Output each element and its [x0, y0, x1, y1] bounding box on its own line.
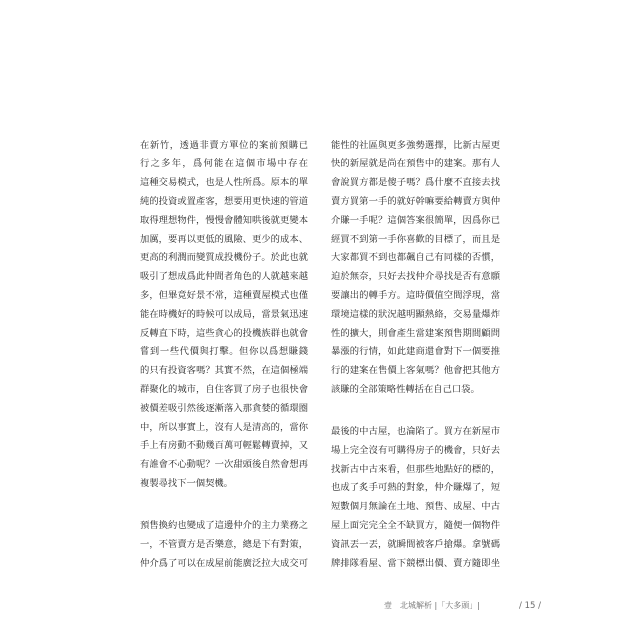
paragraph: [140, 517, 308, 573]
text-line: 場上完全沒有可購得房子的機會，只好去: [331, 444, 500, 456]
text-line: 嘗到一些代價與打擊。但你以爲想賺錢: [140, 346, 308, 358]
right-text-column: [331, 137, 500, 574]
text-line: 經買不到第一手你喜歡的目標了，而且是: [331, 233, 500, 245]
text-line: 反轉直下時，這些貪心的投機族群也就會: [140, 327, 308, 339]
text-line: 群聚化的城市，自住客買了房子也很快會: [140, 383, 308, 395]
text-line: 行的建案在售價上客氣嗎？他會把其他方: [331, 365, 500, 377]
text-line: 在新竹，透過非賣方單位的案前預購已: [140, 139, 308, 151]
paragraph: [331, 137, 500, 400]
text-line: 手上有房動不動幾百萬可輕鬆轉賣掉，又: [140, 440, 308, 452]
text-line: 最後的中古屋，也淪陷了。買方在新屋市: [331, 425, 500, 437]
text-line: 多，但畢竟好景不常，這種賣屋模式也僅: [140, 289, 308, 301]
text-line: 預售換約也變成了這邊仲介的主力業務之: [140, 519, 308, 531]
text-line: 行之多年，爲何能在這個市場中存在: [140, 158, 308, 170]
paragraph: [140, 137, 308, 494]
text-line: 找新古中古來看，但那些地點好的標的，: [331, 463, 500, 475]
text-line: 仲介爲了可以在成屋前能廣泛拉大成交可: [140, 557, 308, 569]
page-number: / 15 /: [519, 601, 541, 611]
text-line: 介賺一手呢？這個答案很簡單，因爲你已: [331, 214, 500, 226]
text-line: 快的新屋就是尚在預售中的建案。那有人: [331, 158, 500, 170]
text-line: 要讓出的轉手方。這時價值空間浮現，當: [331, 289, 500, 301]
text-line: 環境這樣的狀況越明顯熱絡，交易量爆炸: [331, 308, 500, 320]
text-line: 屋上面完完全全不缺買方，隨便一個物件: [331, 519, 500, 531]
text-line: 牌排隊看屋、當下競標出價、賣方隨即坐: [331, 557, 500, 569]
text-line: 中，所以事實上，沒有人是清高的，當你: [140, 421, 308, 433]
text-line: 能性的社區與更多強勢選擇，比新古屋更: [331, 139, 500, 151]
text-line: 純的投資或置產客，想要用更快速的管道: [140, 195, 308, 207]
text-line: 吸引了想成爲此仲間者角色的人就越來越: [140, 271, 308, 283]
text-line: 迫於無奈，只好去找仲介尋找是否有意願: [331, 271, 500, 283]
text-line: 能在時機好的時候可以成局，當景氣迅速: [140, 308, 308, 320]
text-line: 這種交易模式，也是人性所爲。原本的單: [140, 177, 308, 189]
text-line: 複製尋找下一個契機。: [140, 477, 233, 489]
text-line: 暴漲的行情，如此建商還會對下一個要推: [331, 346, 500, 358]
text-line: 性的擴大，則會產生當建案預售期間顧問: [331, 327, 500, 339]
text-line: 取得理想物件，慢慢會體知哄後就更變本: [140, 214, 308, 226]
text-line: 一，不管賣方是否樂意，總是下有對策，: [140, 538, 308, 550]
text-line: 大家都買不到也都飆自己有同樣的否慣，: [331, 252, 500, 264]
text-line: 資訊丟一丟，就瞬間被客戶搶爆。拿號碼: [331, 538, 500, 550]
text-line: 也成了炙手可熱的對象，仲介賺爆了，短: [331, 482, 500, 494]
text-line: 的只有投資客嗎？其實不然，在這個極端: [140, 365, 308, 377]
text-line: 會說買方都是傻子嗎？爲什麼不直接去找: [331, 177, 500, 189]
text-line: 更高的利潤而變質成投機份子。於此也就: [140, 252, 308, 264]
text-line: 該賺的全部策略性轉括在自己口袋。: [331, 383, 480, 395]
text-line: 被價差吸引然後逐漸落入那貪婪的循環圈: [140, 402, 308, 414]
left-text-column: [140, 137, 308, 574]
text-line: 賣方買第一手的就好幹嘛要給轉賣方與仲: [331, 195, 500, 207]
text-line: 短數個月無論在土地、預售、成屋、中古: [331, 501, 500, 513]
running-head: 壹 北城解析 |「大多頭」|: [384, 601, 480, 610]
text-line: 有誰會不心動呢？一次甜頭後自然會想再: [140, 459, 308, 471]
text-line: 加厲，要再以更低的風險、更少的成本、: [140, 233, 308, 245]
paragraph: [331, 423, 500, 573]
